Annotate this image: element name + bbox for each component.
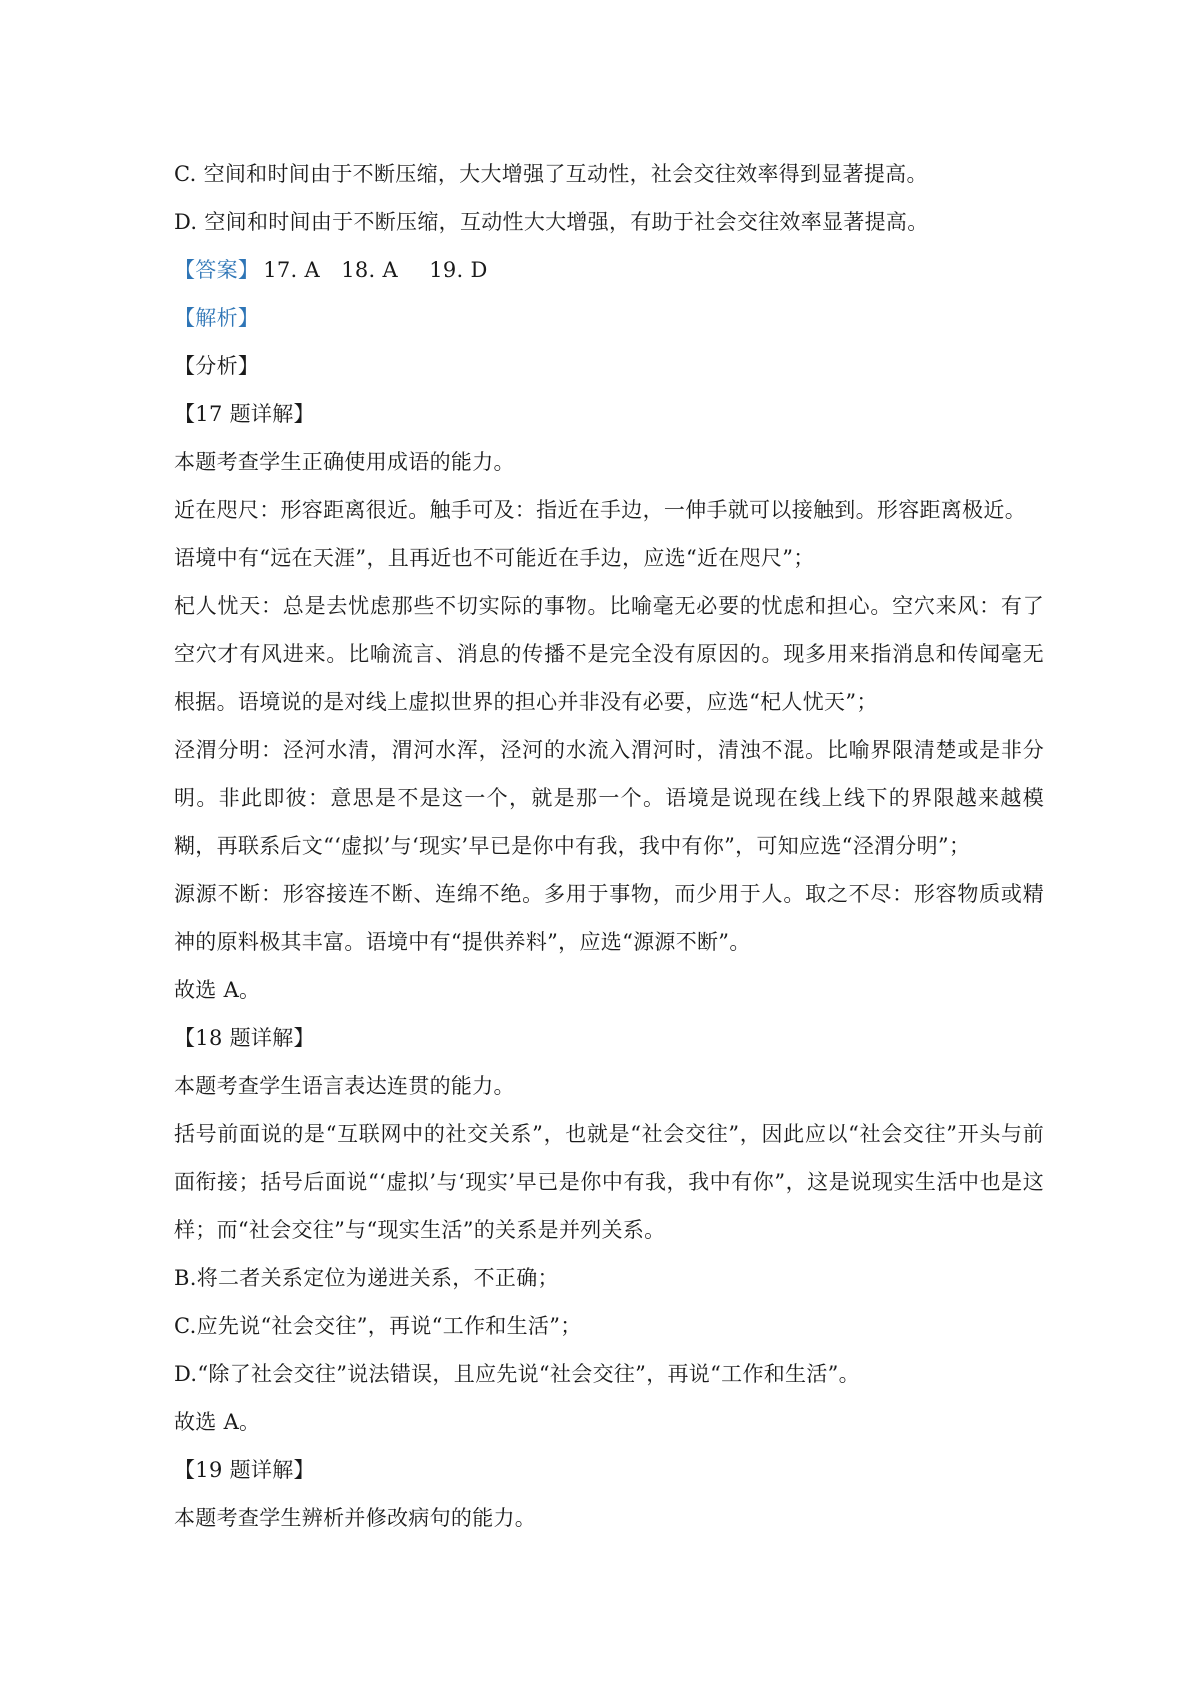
analysis-label: 【解析】 xyxy=(174,306,260,330)
option-c: C. 空间和时间由于不断压缩，大大增强了互动性，社会交往效率得到显著提高。 xyxy=(174,162,928,186)
q18-heading: 【18 题详解】 xyxy=(174,1026,315,1050)
document-content xyxy=(174,150,1044,1542)
answer-19: 19. D xyxy=(429,258,488,282)
answer-label: 【答案】 xyxy=(174,258,260,282)
option-d: D. 空间和时间由于不断压缩，互动性大大增强，有助于社会交往效率显著提高。 xyxy=(174,210,929,234)
q18-paragraph: D.“除了社会交往”说法错误，且应先说“社会交往”，再说“工作和生活”。 xyxy=(174,1362,860,1386)
q17-paragraph: 本题考查学生正确使用成语的能力。 xyxy=(174,450,515,474)
fenxi-label: 【分析】 xyxy=(174,354,260,378)
q18-paragraph: 本题考查学生语言表达连贯的能力。 xyxy=(174,1074,515,1098)
q17-paragraph: 源源不断：形容接连不断、连绵不绝。多用于事物，而少用于人。取之不尽：形容物质或精神的原料极其丰富。语境中有“提供养料”，应选“源源不断”。 xyxy=(174,882,1044,954)
q18-paragraph: B.将二者关系定位为递进关系，不正确； xyxy=(174,1266,559,1290)
q18-paragraph: 括号前面说的是“互联网中的社交关系”，也就是“社会交往”，因此应以“社会交往”开头与前面衔接；括号后面说“‘虚拟’与‘现实’早已是你中有我，我中有你”，这是说现实生活中也是这样；而“社会交往”与“现实生活”的关系是并列关系。 xyxy=(174,1122,1044,1242)
q17-heading: 【17 题详解】 xyxy=(174,402,315,426)
q17-conclusion: 故选 A。 xyxy=(174,978,261,1002)
answer-17: 17. A xyxy=(263,258,320,282)
q17-paragraph: 泾渭分明：泾河水清，渭河水浑，泾河的水流入渭河时，清浊不混。比喻界限清楚或是非分明。非此即彼：意思是不是这一个，就是那一个。语境是说现在线上线下的界限越来越模糊，再联系后文“‘虚拟’与‘现实’早已是你中有我，我中有你”，可知应选“泾渭分明”； xyxy=(174,738,1044,858)
q17-paragraph: 近在咫尺：形容距离很近。触手可及：指近在手边，一伸手就可以接触到。形容距离极近。 xyxy=(174,498,1026,522)
q19-paragraph: 本题考查学生辨析并修改病句的能力。 xyxy=(174,1506,537,1530)
answer-18: 18. A xyxy=(341,258,398,282)
q17-paragraph: 语境中有“远在天涯”，且再近也不可能近在手边，应选“近在咫尺”； xyxy=(174,546,815,570)
q19-heading: 【19 题详解】 xyxy=(174,1458,315,1482)
q18-conclusion: 故选 A。 xyxy=(174,1410,261,1434)
answer-line xyxy=(174,246,1044,294)
q18-paragraph: C.应先说“社会交往”，再说“工作和生活”； xyxy=(174,1314,582,1338)
q17-paragraph: 杞人忧天：总是去忧虑那些不切实际的事物。比喻毫无必要的忧虑和担心。空穴来风：有了空穴才有风进来。比喻流言、消息的传播不是完全没有原因的。现多用来指消息和传闻毫无根据。语境说的是对线上虚拟世界的担心并非没有必要，应选“杞人忧天”； xyxy=(174,594,1044,714)
